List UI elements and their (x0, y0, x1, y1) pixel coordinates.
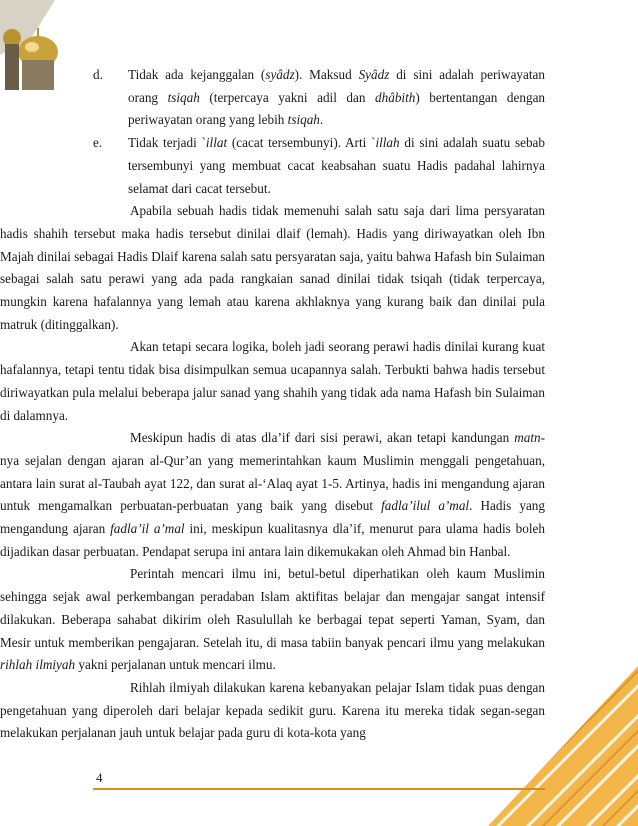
text-run: Perintah mencari ilmu ini, betul-betul diperhatikan oleh kaum Muslimin sehingga sejak awal perkembangan peradaban Islam aktifitas belajar dan mengajar sangat intensif dilakukan. Beberapa sahabat dikirim oleh Rasulullah ke berbagai tepat seperti Yaman, Syam, dan Mesir untuk memberikan pengajaran. Setelah itu, di masa tabiin banyak pencari ilmu yang melakukan (0, 566, 545, 650)
list-item-text (128, 132, 545, 200)
list-item (93, 64, 545, 132)
italic-term: fadla’il a’mal (110, 521, 185, 537)
paragraph (0, 677, 545, 745)
document-body (0, 64, 546, 745)
italic-term: rihlah ilmiyah (0, 657, 76, 673)
criteria-list (93, 64, 545, 200)
text-run: Akan tetapi secara logika, boleh jadi seorang perawi hadis dinilai kurang kuat hafalannya, tetapi tentu tidak bisa disimpulkan semua ucapannya salah. Terbukti bahwa hadis tersebut diriwayatkan pula melalui beberapa jalur sanad yang shahih yang tidak ada nama Hafash bin Sulaiman di dalamnya. (0, 339, 545, 423)
italic-term: fadla’ilul a’mal (381, 498, 470, 514)
text-run: . Hadis yang mengandung ajaran (0, 498, 545, 537)
text-run: (cacat tersembunyi). Arti ` (227, 135, 376, 151)
mosque-dome-decoration (0, 0, 80, 90)
footer-rule (93, 788, 545, 790)
list-marker: d. (93, 67, 103, 82)
text-run: ) bertentangan dengan periwayatan orang yang lebih (128, 89, 546, 128)
text-run: di sini adalah periwayatan orang (128, 67, 545, 105)
text-run: Apabila sebuah hadis tidak memenuhi salah satu saja dari lima persyaratan hadis shahih tersebut maka hadis tersebut dinilai dlaif (lemah). Hadis yang diriwayatkan oleh Ibn Majah dinilai sebagai Hadis Dlaif karena salah satu persyaratan saja, yaitu bahwa Hafash bin Sulaiman sebagai salah satu perawi yang ada pada rangkaian sanad dinilai tidak tsiqah (tidak terpercaya, mungkin karena hafalannya yang lemah atau karena akhlaknya yang kurang baik dan dinilai pula matruk (ditinggalkan). (0, 203, 545, 332)
page-number: 4 (96, 770, 103, 785)
text-run: Meskipun hadis di atas dla’if dari sisi perawi, akan tetapi kandungan (130, 430, 515, 446)
paragraph (0, 427, 545, 563)
text-run: Tidak ada kejanggalan ( (128, 67, 266, 82)
italic-term: illat (205, 135, 228, 151)
italic-term: matn (514, 430, 541, 446)
text-run: . (319, 112, 324, 128)
text-run: Tidak terjadi ` (128, 135, 206, 151)
italic-term: syâdz (265, 67, 295, 82)
text-run: -nya sejalan dengan ajaran al-Qur’an yang memerintahkan kaum Muslimin menggali pengetahuan, antara lain surat al-Taubah ayat 122, dan surat al-‘Alaq ayat 1-5. Artinya, hadis ini mengandung ajaran untuk mengamalkan perbuatan-perbuatan yang baik yang disebut (0, 430, 545, 514)
italic-term: tsiqah (167, 89, 200, 105)
text-run: Rihlah ilmiyah dilakukan karena kebanyakan pelajar Islam tidak puas dengan pengetahuan yang diperoleh dari belajar kepada sedikit guru. Karena itu mereka tidak segan-segan melakukan perjalanan jauh untuk belajar pada guru di kota-kota yang (0, 679, 545, 741)
italic-term: illah (375, 135, 400, 151)
paragraph (0, 200, 545, 336)
text-run: ). Maksud (294, 67, 359, 82)
list-item (93, 132, 545, 200)
italic-term: Syâdz (358, 67, 390, 82)
text-run: (terpercaya yakni adil dan (199, 89, 376, 105)
paragraph (0, 563, 545, 677)
body-paragraphs (0, 200, 545, 745)
paragraph (0, 336, 545, 427)
list-item-text (128, 64, 545, 132)
text-run: di sini adalah suatu sebab tersembunyi yang membuat cacat keabsahan suatu Hadis padahal lahirnya selamat dari cacat tersebut. (128, 135, 545, 196)
italic-term: tsiqah (287, 112, 320, 128)
text-run: yakni perjalanan untuk mencari ilmu. (75, 657, 276, 673)
list-marker: e. (93, 135, 103, 151)
text-run: ini, meskipun kualitasnya dla’if, menurut para ulama hadis boleh dijadikan dasar perbuatan. Pendapat serupa ini antara lain dikemukakan oleh Ahmad bin Hanbal. (0, 521, 545, 559)
italic-term: dhâbith (375, 89, 416, 105)
